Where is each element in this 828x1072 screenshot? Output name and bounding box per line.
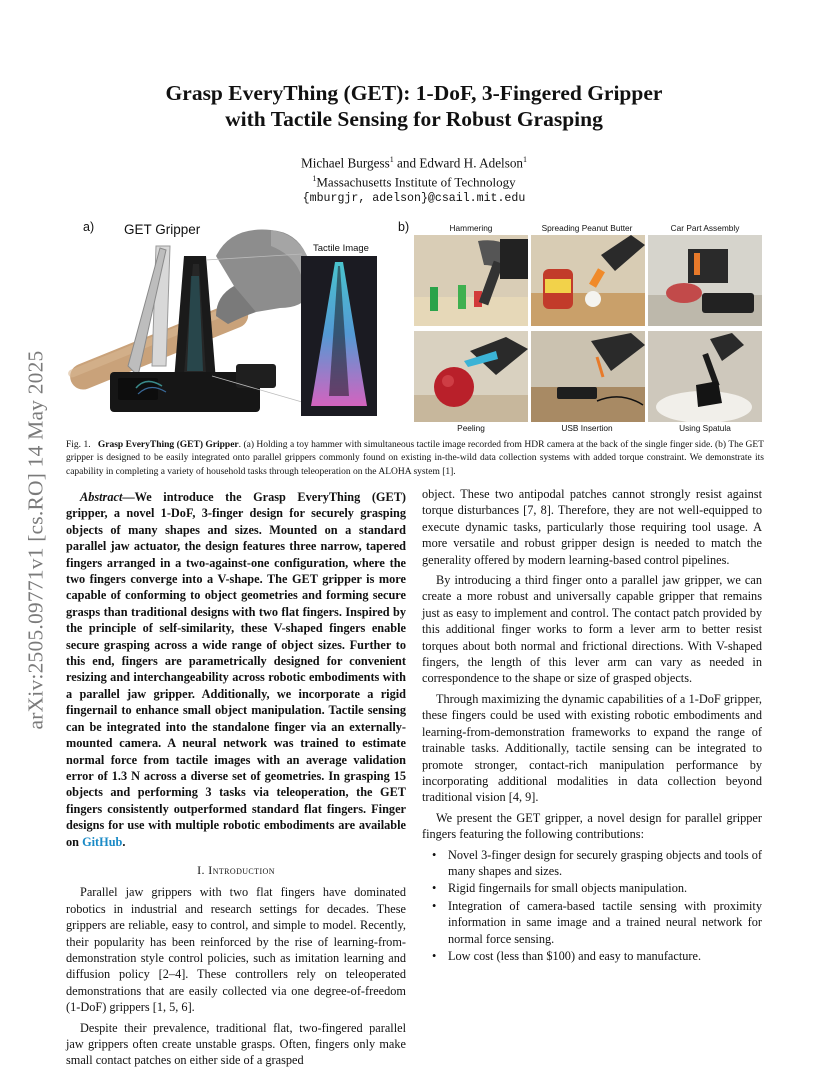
intro-paragraph-1: Parallel jaw grippers with two flat fingers have dominated robotics in industrial and research settings for decades. These grippers are reliable, easy to control, and simple to model. Recently, their popularity has been reinforced by the rise of learning-from-demonstration style control policies, such as imitation learning and diffusion policy [2–4]. These controllers rely on teleoperated demonstrations that are easily collected via one degree-of-freedom (1-DoF) grippers [1, 5, 6]. — [66, 885, 406, 1015]
photo-car-part — [648, 235, 762, 326]
task-label-usb: USB Insertion — [561, 423, 613, 433]
tactile-image-label: Tactile Image — [313, 243, 369, 254]
paper-title — [90, 80, 738, 132]
right-paragraph-1: object. These two antipodal patches cannot strongly resist against torque disturbances [7, 8]. Therefore, they are not well-equipped to execute dynamic tasks, particularly those requiring tool usage. A more versatile and robust gripper design is needed to match the generality offered by modern learning-based control pipelines. — [422, 487, 762, 567]
author-1: Michael Burgess — [300, 155, 390, 171]
figure-panel-a — [66, 216, 396, 434]
author-1-affil: 1 — [389, 155, 394, 164]
abstract-label: Abstract — [80, 490, 123, 504]
right-paragraph-4: We present the GET gripper, a novel design for parallel gripper fingers featuring the following contributions: — [422, 810, 762, 842]
figure-caption — [66, 439, 764, 479]
contribution-item: • Low cost (less than $100) and easy to manufacture. — [448, 948, 762, 964]
arxiv-identifier-text: arXiv:2505.09771v1 [cs.RO] 14 May 2025 — [23, 350, 48, 730]
author-email: {mburgjr, adelson}@csail.mit.edu — [302, 192, 526, 205]
task-label-peanut-butter: Spreading Peanut Butter — [541, 223, 633, 233]
left-column — [66, 489, 406, 1069]
tactile-image — [301, 256, 377, 416]
panel-a-letter: a) — [83, 220, 95, 234]
photo-usb — [531, 331, 645, 422]
right-paragraph-2: By introducing a third finger onto a parallel jaw gripper, we can create a more robust and universally capable gripper that remains just as easy to implement and control. The contact patch provided by this additional finger works to form a lever arm to better resist torques about both normal and frictional directions. With V-shaped fingers, the length of this lever arm can vary as needed in correspondence to the shape or size of grasped objects. — [422, 573, 762, 686]
right-paragraph-3: Through maximizing the dynamic capabilities of a 1-DoF gripper, these fingers could be used with existing robotic embodiments and learning-from-demonstration frameworks to expand the range of trainable tasks. Additionally, tactile sensing can be integrated to promote stronger, contact-rich manipulation performance by incorporating additional modalities in data collection beyond traditional vision [4, 9]. — [422, 691, 762, 805]
contribution-item: • Integration of camera-based tactile sensing with proximity information in same image and a trained neural network for normal force sensing. — [448, 898, 762, 947]
gripper-fingers — [128, 246, 216, 381]
section-heading-introduction: I. Introduction — [197, 862, 275, 877]
title-line-1: Grasp EveryThing (GET): 1-DoF, 3-Fingered Gripper — [165, 81, 663, 105]
photo-hammering — [414, 235, 528, 326]
contributions-list — [422, 847, 762, 965]
figure-panel-b — [396, 216, 766, 436]
caption-bold: Grasp EveryThing (GET) Gripper — [97, 440, 239, 450]
affiliation-name: Massachusetts Institute of Technology — [316, 174, 516, 190]
intro-paragraph-2: Despite their prevalence, traditional flat, two-fingered parallel jaw grippers often create unstable grasps. Often, fingers only make small contact patches on either side of a grasped — [66, 1020, 406, 1068]
author-2-affil: 1 — [523, 155, 528, 164]
affiliation — [90, 174, 738, 190]
github-link[interactable]: GitHub — [82, 834, 123, 849]
authors-and: and — [393, 155, 420, 171]
task-label-spatula: Using Spatula — [679, 423, 731, 433]
panel-a-title: GET Gripper — [124, 222, 201, 237]
author-2: Edward H. Adelson — [419, 155, 524, 171]
abstract-end: . — [122, 834, 126, 849]
abstract-text: —We introduce the Grasp EveryThing (GET) gripper, a novel 1-DoF, 3-finger design for securely grasping objects of many shapes and sizes. Mounted on a standard parallel jaw actuator, the design features three narrow, tapered fingers arranged in a two-against-one configuration, where the two fingers converge into a V-shape. The GET gripper is more capable of conforming to object geometries and forming secure grasps than traditional designs with two flat fingers. Inspired by the principle of self-similarity, these V-shaped fingers enable secure grasping across a wide range of object sizes. Further to this end, fingers are parametrically designed for convenient resizing and interchangeability across robotic embodiments with a parallel jaw gripper. Additionally, we incorporate a rigid fingernail to enhance small object manipulation. Tactile sensing can be integrated into the standalone finger via an externally-mounted camera. A neural network was trained to estimate normal force from tactile images with an average validation error of 1.3 N across a diverse set of geometries. In grasping 15 objects and performing 3 tasks via teleoperation, the GET fingers consistently outperformed standard flat fingers. Finger designs for use with multiple robotic embodiments are available on — [66, 490, 406, 849]
right-column — [422, 486, 762, 965]
photo-peeling — [414, 331, 528, 422]
title-line-2: with Tactile Sensing for Robust Grasping — [225, 107, 603, 131]
authors — [90, 155, 738, 171]
arxiv-identifier — [16, 300, 56, 780]
hammer-head — [216, 230, 310, 324]
affiliation-marker: 1 — [312, 174, 317, 183]
caption-label: Fig. 1. — [66, 440, 91, 450]
photo-spatula — [648, 331, 762, 422]
task-label-car-part: Car Part Assembly — [670, 223, 740, 233]
task-label-hammering: Hammering — [449, 223, 493, 233]
photo-peanut-butter — [531, 235, 645, 326]
caption-text: . (a) Holding a toy hammer with simultaneous tactile image recorded from HDR camera at the back of the single finger side. (b) The GET gripper is designed to be easily integrated onto parallel grippers commonly found on existing in-the-wild data collection systems with added torque constraint. We demonstrate its capability in completing a variety of household tasks through teleoperation on the ALOHA system [1]. — [66, 440, 764, 477]
panel-b-letter: b) — [398, 220, 410, 234]
contribution-item: • Novel 3-finger design for securely grasping objects and tools of many shapes and sizes. — [448, 847, 762, 880]
task-label-peeling: Peeling — [457, 423, 485, 433]
abstract — [66, 489, 406, 850]
contribution-item: • Rigid fingernails for small objects manipulation. — [448, 880, 762, 896]
